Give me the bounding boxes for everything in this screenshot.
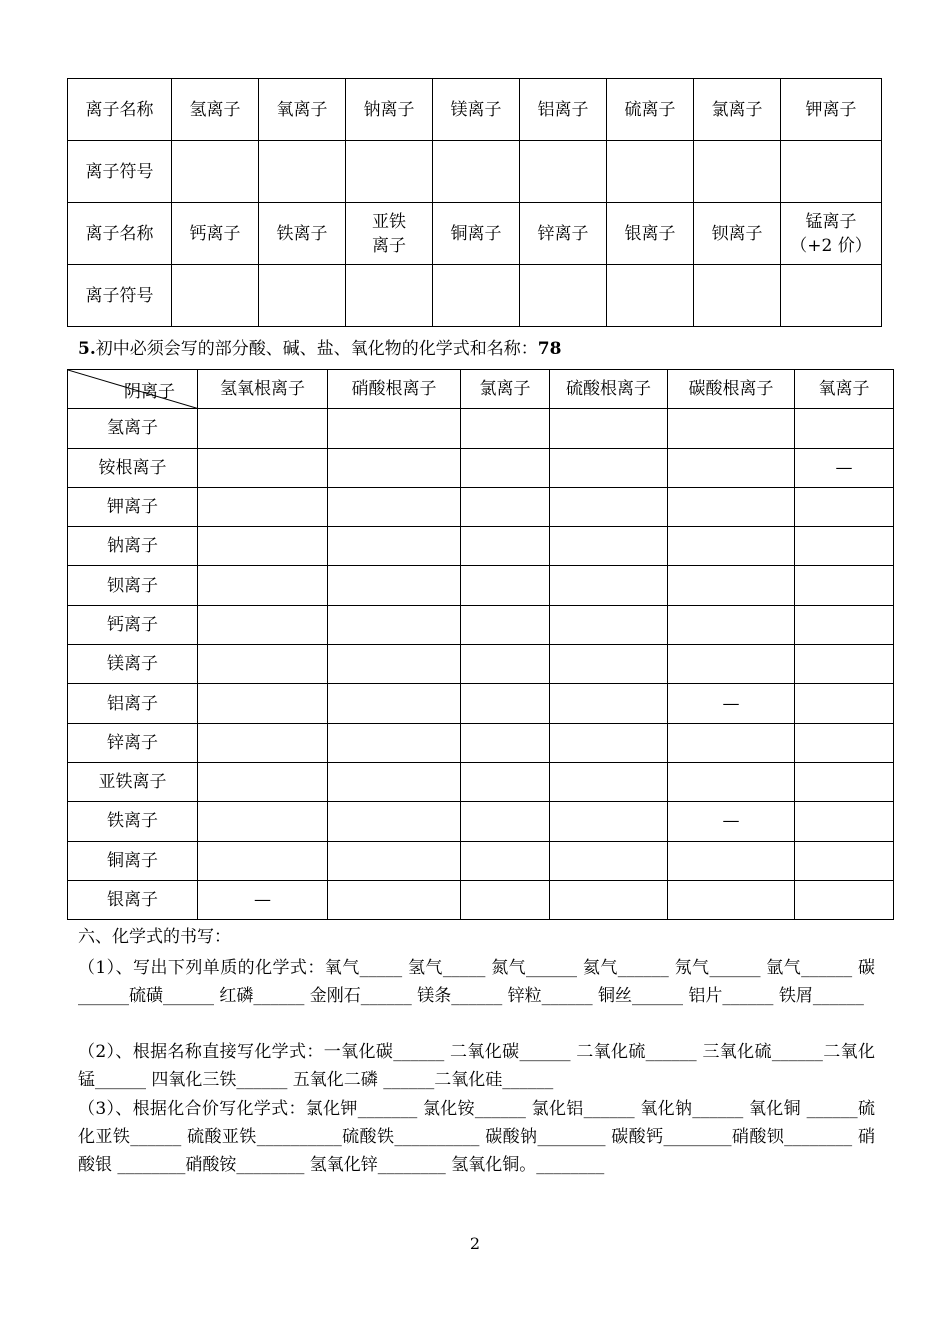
section-5-title	[78, 337, 561, 361]
compound-table-cell	[795, 762, 894, 801]
compound-table-cell	[328, 841, 461, 880]
ion-table-cell: 镁离子	[433, 79, 520, 141]
compound-table-cell	[328, 487, 461, 526]
compound-table-cell	[795, 487, 894, 526]
row-header: 银离子	[68, 880, 198, 919]
compound-table-cell	[461, 605, 550, 644]
column-header: 氧离子	[795, 370, 894, 409]
compound-table-cell	[550, 487, 668, 526]
compound-table-cell	[198, 841, 328, 880]
ion-table-cell	[346, 141, 433, 203]
compound-table-cell	[198, 802, 328, 841]
compound-table-cell: —	[668, 802, 795, 841]
ion-table-cell: 氯离子	[694, 79, 781, 141]
ion-table-cell	[694, 265, 781, 327]
compound-table-cell	[668, 487, 795, 526]
compound-table-cell	[461, 409, 550, 448]
row-header: 铜离子	[68, 841, 198, 880]
compound-header-row	[68, 370, 894, 409]
compound-table-cell	[198, 645, 328, 684]
row-header: 钾离子	[68, 487, 198, 526]
ion-table-cell: 铁离子	[259, 203, 346, 265]
compound-table-cell	[198, 566, 328, 605]
compound-table-cell	[550, 802, 668, 841]
section-5-suffix: 78	[537, 339, 562, 359]
row-header: 铁离子	[68, 802, 198, 841]
compound-table	[67, 369, 894, 920]
compound-table-cell	[550, 880, 668, 919]
compound-table-cell	[795, 645, 894, 684]
compound-table-cell: —	[198, 880, 328, 919]
compound-table-cell	[198, 605, 328, 644]
question-1: （1）、写出下列单质的化学式：氧气_____ 氢气_____ 氮气______ 氦气______ 氖气______ 氩气______ 碳 ______硫磺______ 红磷______ 金刚石______ 镁条______ 锌粒______ 铜丝______ 铝片______ 铁屑______	[78, 958, 875, 1006]
compound-table-cell	[461, 684, 550, 723]
ion-table-cell	[172, 141, 259, 203]
compound-table-cell	[550, 566, 668, 605]
row-header: 氢离子	[68, 409, 198, 448]
ion-table-cell: 银离子	[607, 203, 694, 265]
compound-table-row	[68, 723, 894, 762]
compound-table-row	[68, 645, 894, 684]
compound-table-cell	[461, 487, 550, 526]
compound-table-row	[68, 448, 894, 487]
compound-table-cell	[461, 645, 550, 684]
compound-table-cell	[795, 684, 894, 723]
compound-table-row	[68, 605, 894, 644]
corner-header-cell	[68, 370, 198, 409]
corner-label: 阴离子	[124, 382, 175, 402]
compound-table-row	[68, 566, 894, 605]
ion-table-cell	[607, 265, 694, 327]
column-header: 硝酸根离子	[328, 370, 461, 409]
compound-table-cell	[668, 605, 795, 644]
compound-table-cell	[461, 802, 550, 841]
ion-table-cell: 锰离子 （+2 价）	[781, 203, 882, 265]
ion-table-cell: 铝离子	[520, 79, 607, 141]
ion-table-cell: 铜离子	[433, 203, 520, 265]
compound-table-cell	[668, 448, 795, 487]
compound-table-cell	[198, 762, 328, 801]
ion-table-cell	[781, 265, 882, 327]
ion-table-cell: 氧离子	[259, 79, 346, 141]
compound-table-cell	[668, 841, 795, 880]
ion-table-cell	[694, 141, 781, 203]
ion-table-cell: 钡离子	[694, 203, 781, 265]
row-header: 锌离子	[68, 723, 198, 762]
column-header: 氯离子	[461, 370, 550, 409]
compound-table-cell	[795, 409, 894, 448]
ion-table-cell	[259, 141, 346, 203]
compound-table-cell	[550, 645, 668, 684]
compound-table-cell	[328, 566, 461, 605]
compound-table-cell	[198, 527, 328, 566]
row-header: 镁离子	[68, 645, 198, 684]
row-header: 钠离子	[68, 527, 198, 566]
compound-table-cell	[795, 880, 894, 919]
compound-table-cell	[328, 880, 461, 919]
ion-row-header: 离子符号	[68, 141, 172, 203]
compound-table-cell	[550, 723, 668, 762]
column-header: 碳酸根离子	[668, 370, 795, 409]
section-6-title: 六、化学式的书写：	[78, 927, 231, 947]
compound-table-row	[68, 487, 894, 526]
ion-row-header: 离子符号	[68, 265, 172, 327]
compound-table-row	[68, 841, 894, 880]
ion-table	[67, 78, 882, 327]
compound-table-cell	[328, 527, 461, 566]
ion-table-row	[68, 141, 882, 203]
compound-table-cell	[198, 684, 328, 723]
compound-table-cell: —	[795, 448, 894, 487]
compound-table-row	[68, 527, 894, 566]
compound-table-cell	[328, 762, 461, 801]
compound-table-cell	[461, 841, 550, 880]
compound-table-cell	[668, 527, 795, 566]
ion-table-cell	[433, 141, 520, 203]
ion-table-cell: 钠离子	[346, 79, 433, 141]
ion-table-cell: 硫离子	[607, 79, 694, 141]
compound-table-cell	[550, 448, 668, 487]
compound-table-cell	[550, 841, 668, 880]
compound-table-cell	[550, 684, 668, 723]
ion-row-header: 离子名称	[68, 79, 172, 141]
compound-table-cell	[550, 762, 668, 801]
compound-table-cell	[795, 566, 894, 605]
row-header: 铝离子	[68, 684, 198, 723]
row-header: 亚铁离子	[68, 762, 198, 801]
ion-table-cell: 钾离子	[781, 79, 882, 141]
compound-table-cell	[668, 723, 795, 762]
section-5-text: 初中必须会写的部分酸、碱、盐、氧化物的化学式和名称：	[95, 339, 538, 359]
ion-table-cell	[346, 265, 433, 327]
compound-table-cell	[795, 605, 894, 644]
compound-table-row	[68, 802, 894, 841]
compound-table-cell	[461, 762, 550, 801]
row-header: 钙离子	[68, 605, 198, 644]
page-number: 2	[469, 1234, 481, 1253]
compound-table-cell	[198, 448, 328, 487]
compound-table-cell	[550, 409, 668, 448]
compound-table-cell	[668, 566, 795, 605]
compound-table-cell	[668, 645, 795, 684]
column-header: 氢氧根离子	[198, 370, 328, 409]
compound-table-cell	[795, 723, 894, 762]
ion-table-row	[68, 203, 882, 265]
compound-table-cell	[198, 487, 328, 526]
compound-table-cell	[668, 880, 795, 919]
ion-table-cell: 锌离子	[520, 203, 607, 265]
ion-table-cell	[172, 265, 259, 327]
ion-table-cell: 亚铁 离子	[346, 203, 433, 265]
compound-table-cell	[328, 723, 461, 762]
ion-table-cell	[781, 141, 882, 203]
compound-table-cell	[328, 645, 461, 684]
compound-table-cell	[668, 762, 795, 801]
row-header: 钡离子	[68, 566, 198, 605]
compound-table-cell	[550, 605, 668, 644]
compound-table-row	[68, 684, 894, 723]
column-header: 硫酸根离子	[550, 370, 668, 409]
ion-table-cell: 钙离子	[172, 203, 259, 265]
question-3: （3）、根据化合价写化学式：氯化钾_______ 氯化铵______ 氯化铝______ 氧化钠______ 氧化铜 ______硫化亚铁______ 硫酸亚铁__________硫酸铁__________ 碳酸钠________ 碳酸钙________硝酸钡________ 硝酸银 ________硝酸铵________ 氢氧化锌________ 氢氧化铜。________	[78, 1099, 875, 1175]
question-2: （2）、根据名称直接写化学式：一氧化碳______ 二氧化碳______ 二氧化硫______ 三氧化硫______二氧化锰______ 四氧化三铁______ 五氧化二磷 ______二氧化硅______	[78, 1042, 875, 1090]
ion-table-row	[68, 79, 882, 141]
compound-table-row	[68, 880, 894, 919]
compound-table-cell	[198, 409, 328, 448]
compound-table-cell	[461, 880, 550, 919]
row-header: 铵根离子	[68, 448, 198, 487]
ion-table-cell	[607, 141, 694, 203]
section-5-number: 5.	[78, 339, 96, 359]
compound-table-cell	[668, 409, 795, 448]
ion-table-cell	[259, 265, 346, 327]
compound-table-row	[68, 762, 894, 801]
compound-table-cell	[328, 448, 461, 487]
ion-table-cell	[520, 265, 607, 327]
compound-table-cell	[328, 605, 461, 644]
compound-table-cell	[461, 527, 550, 566]
compound-table-cell	[198, 723, 328, 762]
compound-table-cell	[795, 802, 894, 841]
compound-table-cell	[328, 409, 461, 448]
compound-table-cell	[328, 684, 461, 723]
compound-table-cell	[795, 527, 894, 566]
compound-table-row	[68, 409, 894, 448]
ion-row-header: 离子名称	[68, 203, 172, 265]
ion-table-cell	[433, 265, 520, 327]
compound-table-cell: —	[668, 684, 795, 723]
compound-table-cell	[328, 802, 461, 841]
ion-table-row	[68, 265, 882, 327]
compound-table-cell	[461, 448, 550, 487]
compound-table-cell	[795, 841, 894, 880]
compound-table-cell	[461, 566, 550, 605]
ion-table-cell: 氢离子	[172, 79, 259, 141]
ion-table-cell	[520, 141, 607, 203]
compound-table-cell	[461, 723, 550, 762]
compound-table-cell	[550, 527, 668, 566]
